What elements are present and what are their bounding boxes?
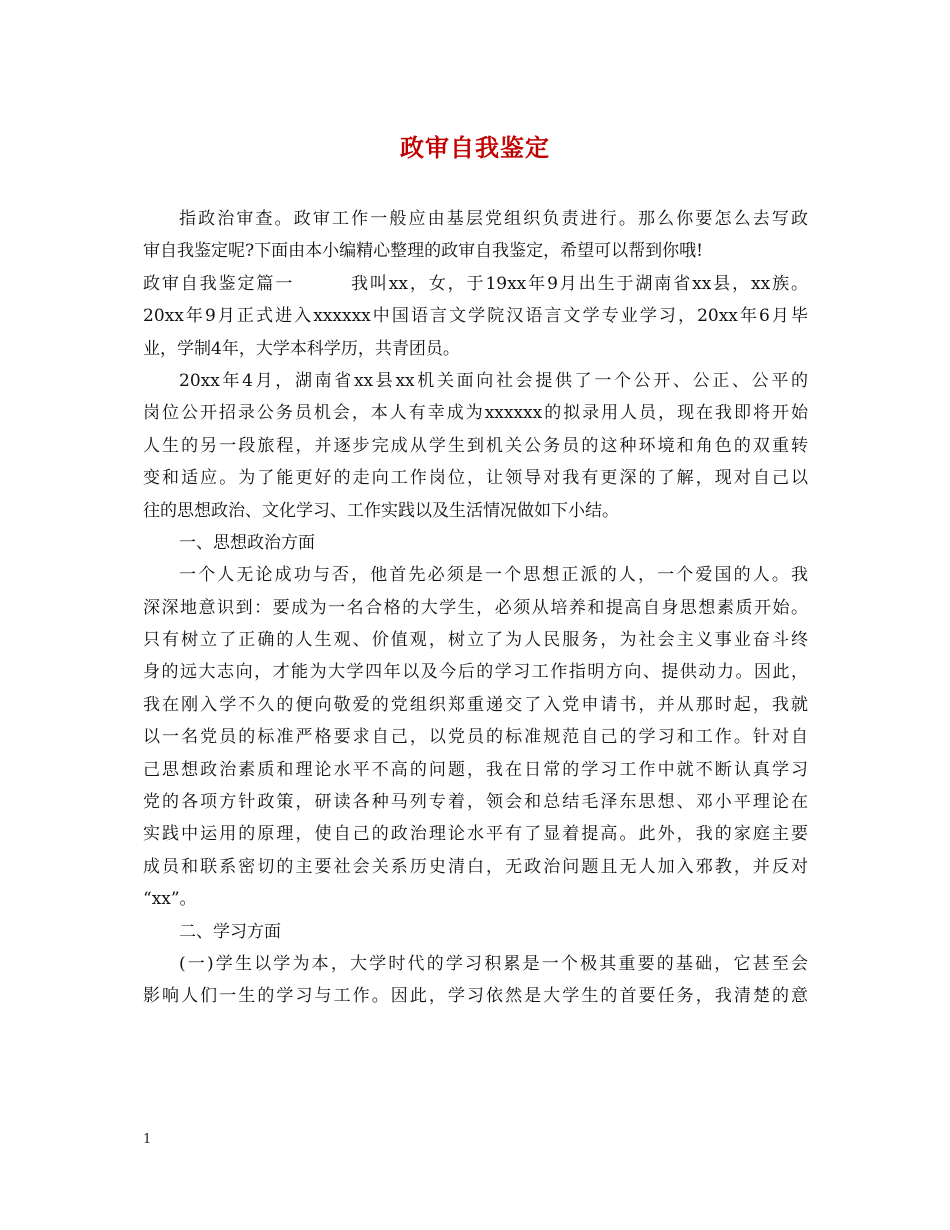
paragraph-line: 实践中运用的原理，使自己的政治理论水平有了显着提高。此外，我的家庭主要	[143, 824, 808, 845]
section-heading: 二、学习方面	[179, 921, 281, 942]
paragraph-line: 党的各项方针政策，研读各种马列专着，领会和总结毛泽东思想、邓小平理论在	[143, 792, 808, 813]
paragraph-line: 以一名党员的标准严格要求自己，以党员的标准规范自己的学习和工作。针对自	[143, 727, 808, 748]
paragraph-line: 20xx年9月正式进入xxxxxx中国语言文学院汉语言文学专业学习，20xx年6月毕	[143, 306, 808, 327]
paragraph-line: 只有树立了正确的人生观、价值观，树立了为人民服务，为社会主义事业奋斗终	[143, 630, 808, 651]
paragraph-line: 成员和联系密切的主要社会关系历史清白，无政治问题且无人加入邪教，并反对	[143, 856, 808, 877]
paragraph-line: 20xx年4月，湖南省xx县xx机关面向社会提供了一个公开、公正、公平的	[179, 370, 808, 391]
document-title: 政审自我鉴定	[400, 133, 550, 162]
paragraph-line: 政审自我鉴定篇一 我叫xx，女，于19xx年9月出生于湖南省xx县，xx族。	[143, 273, 808, 294]
page-number: 1	[143, 1132, 152, 1147]
paragraph-line: 人生的另一段旅程，并逐步完成从学生到机关公务员的这种环境和角色的双重转	[143, 435, 808, 456]
paragraph-line: 一个人无论成功与否，他首先必须是一个思想正派的人，一个爱国的人。我	[179, 565, 808, 586]
paragraph-line: 己思想政治素质和理论水平不高的问题，我在日常的学习工作中就不断认真学习	[143, 759, 808, 780]
paragraph-line: 审自我鉴定呢?下面由本小编精心整理的政审自我鉴定，希望可以帮到你哦!	[143, 241, 703, 262]
paragraph-line: 变和适应。为了能更好的走向工作岗位，让领导对我有更深的了解，现对自己以	[143, 468, 808, 489]
paragraph-line: (一)学生以学为本，大学时代的学习积累是一个极其重要的基础，它甚至会	[179, 953, 808, 974]
document-body	[143, 203, 808, 1013]
paragraph-line: 影响人们一生的学习与工作。因此，学习依然是大学生的首要任务，我清楚的意	[143, 986, 808, 1007]
paragraph-line: 业，学制4年，大学本科学历，共青团员。	[143, 338, 460, 359]
paragraph-line: 身的远大志向，才能为大学四年以及今后的学习工作指明方向、提供动力。因此，	[143, 662, 808, 683]
paragraph-line: 往的思想政治、文化学习、工作实践以及生活情况做如下小结。	[143, 500, 619, 521]
paragraph-line: 指政治审查。政审工作一般应由基层党组织负责进行。那么你要怎么去写政	[179, 209, 808, 229]
section-heading: 一、思想政治方面	[179, 532, 315, 553]
paragraph-line: 我在刚入学不久的便向敬爱的党组织郑重递交了入党申请书，并从那时起，我就	[143, 694, 808, 715]
paragraph-line: 岗位公开招录公务员机会，本人有幸成为xxxxxx的拟录用人员，现在我即将开始	[143, 403, 808, 424]
paragraph-line: 深深地意识到：要成为一名合格的大学生，必须从培养和提高自身思想素质开始。	[143, 597, 808, 618]
paragraph-line: “xx”。	[143, 889, 197, 910]
